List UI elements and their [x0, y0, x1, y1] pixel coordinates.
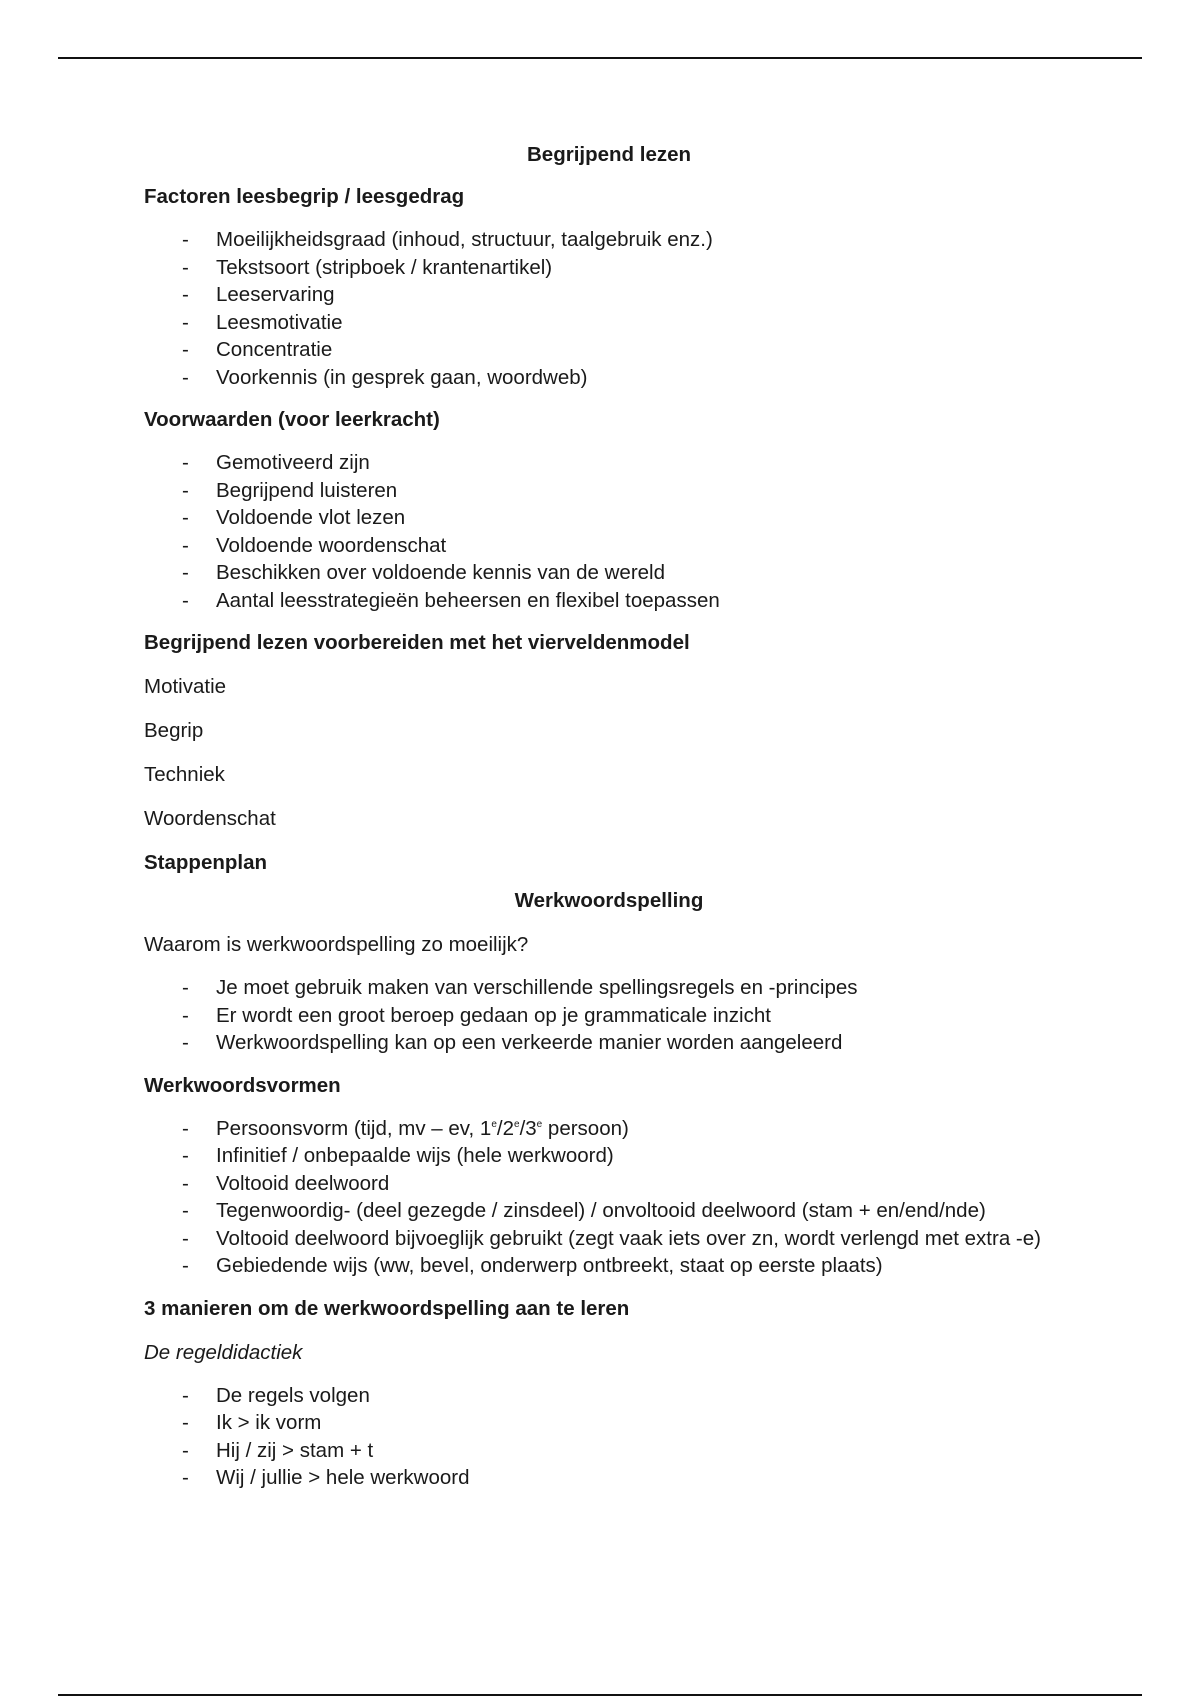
header-rule [58, 57, 1142, 59]
title-begrijpend-lezen: Begrijpend lezen [526, 143, 692, 166]
list-item: - Leeservaring [144, 281, 1074, 309]
subheading-regeldidactiek: De regeldidactiek [144, 1340, 303, 1364]
ordinal-suffix: e [536, 1118, 543, 1130]
list-item: - De regels volgen [144, 1382, 1074, 1410]
list-item: - Voltooid deelwoord bijvoeglijk gebruikt (zegt vaak iets over zn, wordt verlengd met extra -e) [144, 1225, 1074, 1253]
ordinal-suffix: e [491, 1118, 497, 1130]
list-item: - Voldoende vlot lezen [144, 504, 1074, 532]
list-item: - Aantal leesstrategieën beheersen en flexibel toepassen [144, 587, 1074, 615]
list-item: - Er wordt een groot beroep gedaan op je grammaticale inzicht [144, 1002, 1074, 1030]
list-item: - Je moet gebruik maken van verschillende spellingsregels en -principes [144, 974, 1074, 1002]
list-item: - Begrijpend luisteren [144, 477, 1074, 505]
list-waarom [144, 974, 1074, 1057]
list-item: - Hij / zij > stam + t [144, 1437, 1074, 1465]
list-item: - Gemotiveerd zijn [144, 449, 1074, 477]
list-item: - Werkwoordspelling kan op een verkeerde manier worden aangeleerd [144, 1029, 1074, 1057]
heading-werkwoordsvormen: Werkwoordsvormen [144, 1073, 341, 1097]
list-item: - Voltooid deelwoord [144, 1170, 1074, 1198]
list-item: - Ik > ik vorm [144, 1409, 1074, 1437]
persoonsvorm-text-mid: /2 [496, 1116, 514, 1140]
list-item: - Moeilijkheidsgraad (inhoud, structuur, taalgebruik enz.) [144, 226, 1074, 254]
heading-vierveldenmodel: Begrijpend lezen voorbereiden met het vierveldenmodel [144, 631, 690, 654]
list-werkwoordsvormen [144, 1115, 1074, 1280]
footer-rule [58, 1694, 1142, 1696]
list-item: - Voldoende woordenschat [144, 532, 1074, 560]
paragraph-motivatie: Motivatie [144, 675, 227, 698]
paragraph-woordenschat: Woordenschat [144, 807, 276, 830]
persoonsvorm-text-start: Persoonsvorm (tijd, mv – ev, 1 [216, 1116, 492, 1140]
list-item: - Tekstsoort (stripboek / krantenartikel) [144, 254, 1074, 282]
ordinal-suffix: e [514, 1118, 520, 1130]
heading-stappenplan: Stappenplan [144, 851, 268, 874]
title-werkwoordspelling: Werkwoordspelling [514, 889, 704, 912]
persoonsvorm-text-end: persoon) [542, 1116, 629, 1140]
list-item-persoonsvorm [144, 1115, 1074, 1143]
heading-factoren: Factoren leesbegrip / leesgedrag [144, 185, 465, 208]
list-item: - Gebiedende wijs (ww, bevel, onderwerp ontbreekt, staat op eerste plaats) [144, 1252, 1074, 1280]
list-voorwaarden [144, 449, 1074, 614]
heading-manieren: 3 manieren om de werkwoordspelling aan te leren [144, 1296, 630, 1320]
list-item: - Beschikken over voldoende kennis van de wereld [144, 559, 1074, 587]
list-regeldidactiek [144, 1382, 1074, 1492]
list-item: - Leesmotivatie [144, 309, 1074, 337]
paragraph-waarom: Waarom is werkwoordspelling zo moeilijk? [144, 933, 529, 956]
heading-voorwaarden: Voorwaarden (voor leerkracht) [144, 408, 440, 431]
list-item: - Wij / jullie > hele werkwoord [144, 1464, 1074, 1492]
document-body [144, 140, 1074, 1506]
list-item: - Infinitief / onbepaalde wijs (hele werkwoord) [144, 1142, 1074, 1170]
list-item: - Concentratie [144, 336, 1074, 364]
list-factoren [144, 226, 1074, 391]
paragraph-techniek: Techniek [144, 763, 225, 786]
list-item: - Voorkennis (in gesprek gaan, woordweb) [144, 364, 1074, 392]
paragraph-begrip: Begrip [144, 719, 204, 742]
list-item: - Tegenwoordig- (deel gezegde / zinsdeel) / onvoltooid deelwoord (stam + en/end/nde) [144, 1197, 1074, 1225]
persoonsvorm-text-mid: /3 [519, 1116, 537, 1140]
